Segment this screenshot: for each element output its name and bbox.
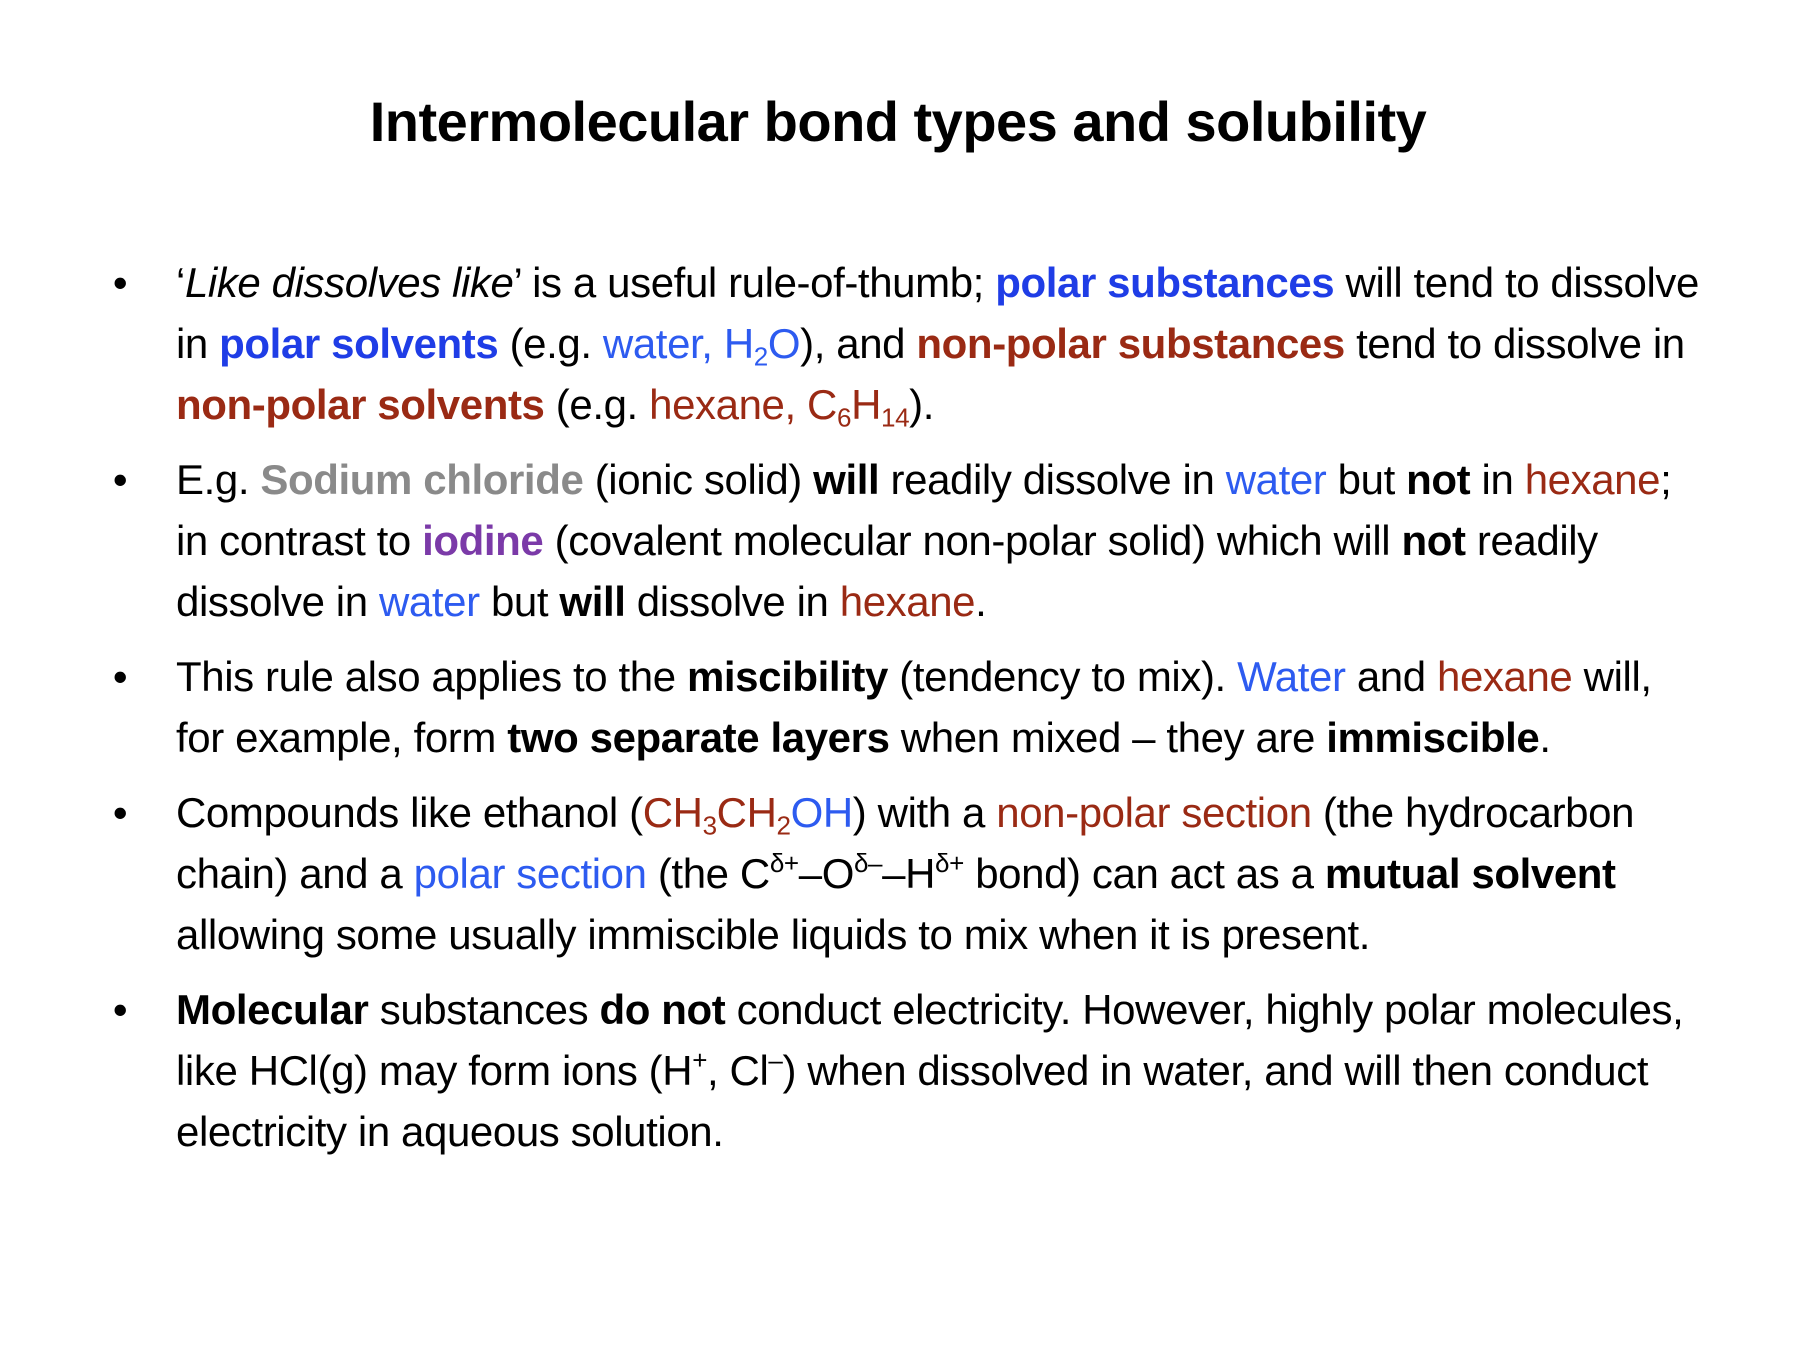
slide-title: Intermolecular bond types and solubility — [369, 90, 1427, 153]
text: ) with a — [852, 789, 997, 836]
text: , Cl — [707, 1047, 769, 1094]
bullet-sodium-chloride-iodine — [112, 449, 1706, 632]
emphasis-not: not — [1401, 517, 1466, 564]
text: (tendency to mix). — [887, 653, 1238, 700]
text: –H — [882, 850, 936, 897]
term-nonpolar-substances: non-polar substances — [916, 320, 1345, 367]
text: in — [1470, 456, 1525, 503]
term-mutual-solvent: mutual solvent — [1324, 850, 1616, 897]
text: . — [975, 578, 987, 625]
bullet-dot-icon: • — [112, 653, 128, 700]
term-miscibility: miscibility — [686, 653, 888, 700]
example-water: water, $H_2O$ — [602, 320, 801, 372]
text: This rule also applies to the — [176, 653, 687, 700]
text: but — [479, 578, 560, 625]
emphasis-will: will — [813, 456, 880, 503]
word-hexane: hexane — [1524, 456, 1661, 503]
partial-charge: δ+ — [769, 847, 799, 878]
text: when mixed – they are — [889, 714, 1327, 761]
bullet-like-dissolves-like — [112, 252, 1706, 435]
emphasis-not: not — [1406, 456, 1471, 503]
text: will tend to dissolve in — [176, 259, 1699, 367]
word-water: water — [378, 578, 480, 625]
text: (e.g. — [544, 381, 650, 428]
bullet-miscibility — [112, 646, 1706, 768]
word-hexane: hexane — [1436, 653, 1573, 700]
word-water: water — [1225, 456, 1327, 503]
text: readily dissolve in — [176, 517, 1598, 625]
text: conduct electricity. However, highly polar molecules, like HCl(g) may form ions (H — [176, 986, 1684, 1094]
text: Compounds like ethanol ( — [176, 789, 643, 836]
ion-charge: + — [692, 1044, 708, 1075]
emphasis-will: will — [559, 578, 626, 625]
formula-ethanol: $CH_3CH_2OH$ — [642, 789, 853, 841]
example-hexane: hexane, $C_6H_{14}$ — [649, 381, 910, 433]
word-hexane: hexane — [839, 578, 976, 625]
bullet-dot-icon: • — [112, 789, 128, 836]
bullet-dot-icon: • — [112, 986, 128, 1033]
text: (the hydrocarbon chain) and a — [176, 789, 1635, 897]
text: allowing some usually immiscible liquids to mix when it is present. — [176, 911, 1371, 958]
text: readily dissolve in — [879, 456, 1226, 503]
text: but — [1326, 456, 1407, 503]
text: (covalent molecular non-polar solid) which will — [543, 517, 1402, 564]
text: will, for example, form — [176, 653, 1652, 761]
text: E.g. — [176, 456, 261, 503]
text: (ionic solid) — [583, 456, 814, 503]
term-molecular: Molecular — [176, 986, 369, 1033]
term-iodine: iodine — [422, 517, 544, 564]
text: –O — [798, 850, 854, 897]
bullet-dot-icon: • — [112, 456, 128, 503]
term-nonpolar-solvents: non-polar solvents — [176, 381, 545, 428]
emphasis-do-not: do not — [599, 986, 726, 1033]
text: ; in contrast to — [176, 456, 1672, 564]
text: ), and — [800, 320, 917, 367]
bullet-dot-icon: • — [112, 259, 128, 306]
text: ‘ — [176, 259, 185, 306]
text: dissolve in — [625, 578, 840, 625]
term-sodium-chloride: Sodium chloride — [260, 456, 584, 503]
emphasis-like-dissolves-like: Like dissolves like — [184, 259, 514, 306]
text: (the C — [646, 850, 770, 897]
term-polar-section: polar section — [413, 850, 647, 897]
text: (e.g. — [498, 320, 603, 367]
ion-charge: – — [768, 1044, 783, 1075]
term-polar-substances: polar substances — [995, 259, 1335, 306]
partial-charge: δ+ — [935, 847, 964, 878]
text: ’ is a useful rule-of-thumb; — [513, 259, 996, 306]
bullet-list — [112, 252, 1706, 1176]
text: bond) can act as a — [963, 850, 1325, 897]
bullet-conductivity — [112, 979, 1706, 1162]
text: ). — [909, 381, 935, 428]
term-immiscible: immiscible — [1326, 714, 1540, 761]
text: ) when dissolved in water, and will then conduct electricity in aqueous solution. — [176, 1047, 1649, 1155]
term-nonpolar-section: non-polar section — [996, 789, 1312, 836]
term-polar-solvents: polar solvents — [219, 320, 499, 367]
text: and — [1345, 653, 1437, 700]
word-water: Water — [1237, 653, 1346, 700]
text: substances — [368, 986, 600, 1033]
bullet-ethanol-mutual-solvent — [112, 782, 1706, 965]
emphasis-two-separate-layers: two separate layers — [507, 714, 890, 761]
partial-charge: δ– — [853, 847, 883, 878]
text: . — [1539, 714, 1551, 761]
text: tend to dissolve in — [1344, 320, 1685, 367]
